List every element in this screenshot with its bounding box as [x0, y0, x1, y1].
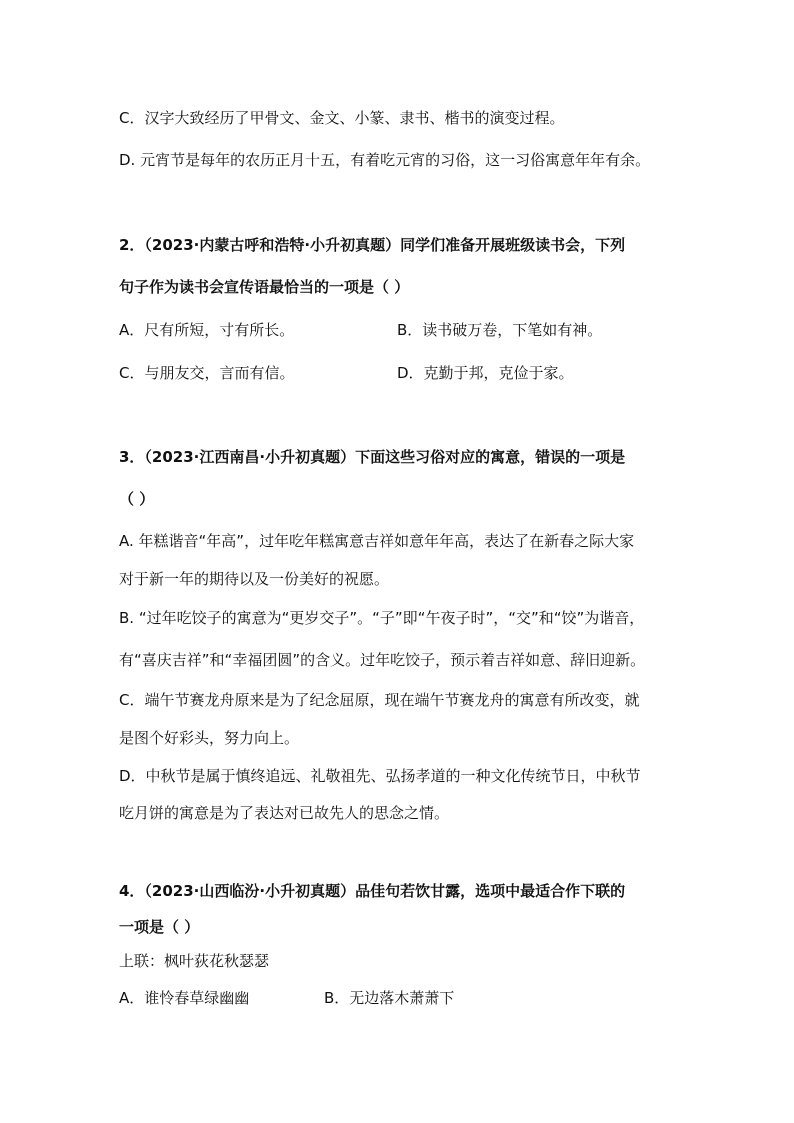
q2-stem-line1: 2．（2023·内蒙古呼和浩特·小升初真题）同学们准备开展班级读书会，下列	[119, 236, 626, 254]
q3-option-b-line1: B. “过年吃饺子的寓意为“更岁交子”。“子”即“午夜子时”，“交”和“饺”为谐音，	[119, 609, 645, 627]
q4-couplet: 上联：枫叶荻花秋瑟瑟	[119, 952, 270, 970]
q3-option-c-line1: C．端午节赛龙舟原来是为了纪念屈原，现在端午节赛龙舟的寓意有所改变，就	[119, 691, 640, 709]
q3-option-d-line2: 吃月饼的寓意是为了表达对已故先人的思念之情。	[119, 804, 450, 822]
q3-option-d-line1: D．中秋节是属于慎终追远、礼敬祖先、弘扬孝道的一种文化传统节日，中秋节	[119, 767, 641, 785]
q4-option-b: B．无边落木萧萧下	[324, 989, 455, 1007]
q3-stem-line1: 3．（2023·江西南昌·小升初真题）下面这些习俗对应的寓意，错误的一项是	[119, 448, 626, 466]
q4-option-a: A．谁怜春草绿幽幽	[119, 989, 250, 1007]
q3-option-c-line2: 是图个好彩头，努力向上。	[119, 729, 300, 747]
q3-option-b-line2: 有“喜庆吉祥”和“幸福团圆”的含义。过年吃饺子，预示着吉祥如意、辞旧迎新。	[119, 651, 646, 669]
q2-option-b: B．读书破万卷，下笔如有神。	[397, 321, 603, 339]
q3-option-a-line1: A. 年糕谐音“年高”，过年吃年糕寓意吉祥如意年年高，表达了在新春之际大家	[119, 532, 635, 550]
q2-option-a: A．尺有所短，寸有所长。	[119, 321, 295, 339]
q3-stem-line2: （ ）	[119, 490, 155, 508]
q4-stem-line1: 4．（2023·山西临汾·小升初真题）品佳句若饮甘露，选项中最适合作下联的	[119, 882, 626, 900]
q2-option-c: C．与朋友交，言而有信。	[119, 364, 295, 382]
q4-stem-line2: 一项是（ ）	[119, 918, 200, 936]
q2-option-d: D．克勤于邦，克俭于家。	[397, 364, 574, 382]
q1-option-c: C．汉字大致经历了甲骨文、金文、小篆、隶书、楷书的演变过程。	[119, 109, 565, 127]
q3-option-a-line2: 对于新一年的期待以及一份美好的祝愿。	[119, 570, 390, 588]
q1-option-d: D. 元宵节是每年的农历正月十五，有着吃元宵的习俗，这一习俗寓意年年有余。	[119, 151, 651, 169]
q2-stem-line2: 句子作为读书会宣传语最恰当的一项是（ ）	[119, 278, 410, 296]
